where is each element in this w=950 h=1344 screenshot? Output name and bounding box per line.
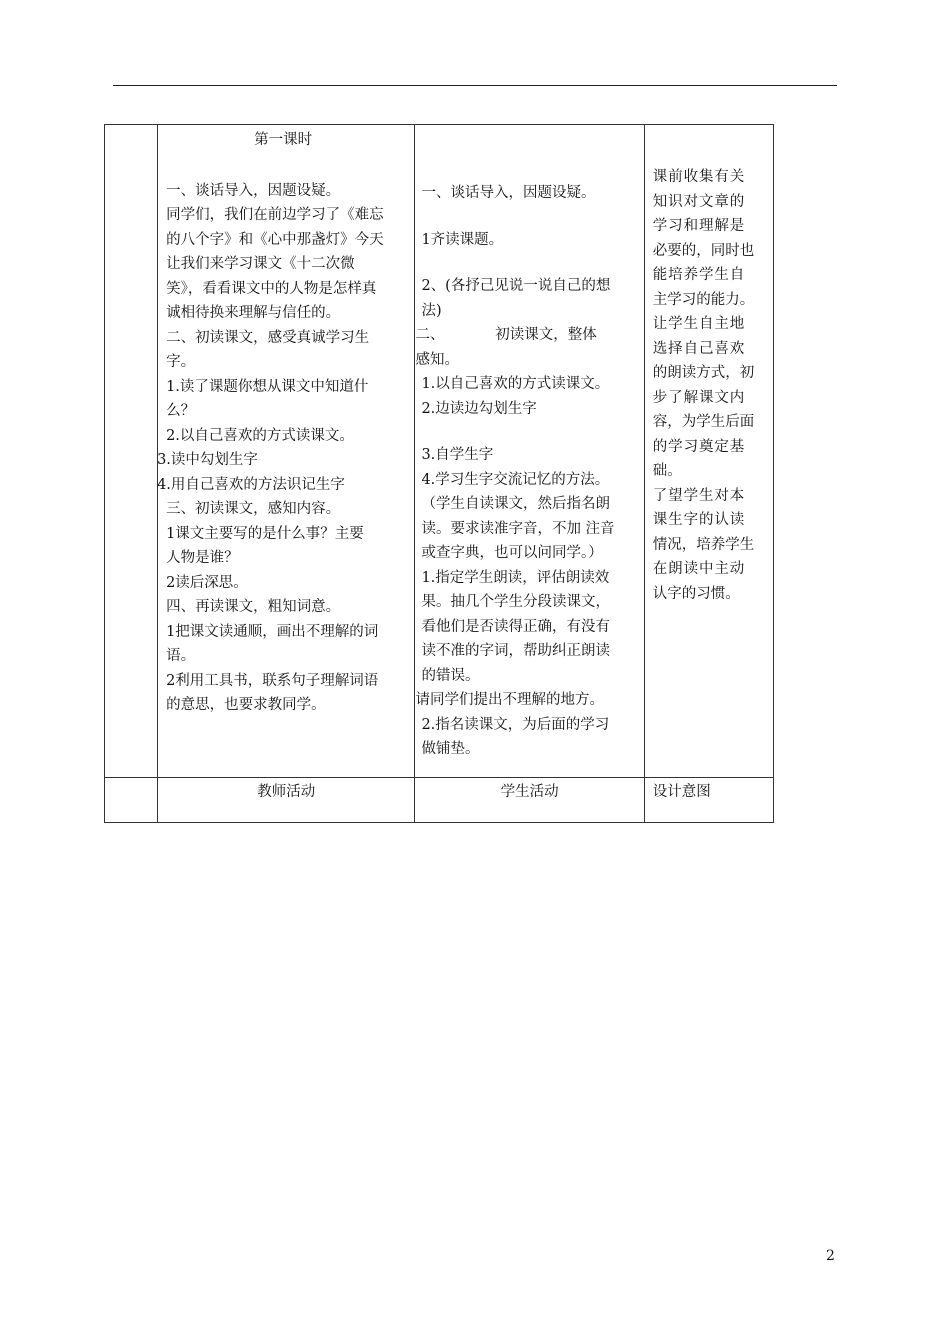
teacher-activity-cell bbox=[158, 125, 415, 778]
teacher-activity-header: 教师活动 bbox=[257, 784, 316, 800]
student-line: 看他们是否读得正确，有没有 bbox=[421, 618, 610, 635]
teacher-line: 四、再读课文，粗知词意。 bbox=[166, 599, 341, 615]
teacher-line: 1把课文读通顺，画出不理解的词 bbox=[166, 623, 379, 640]
teacher-line: 2读后深思。 bbox=[166, 574, 248, 591]
student-line: 1.指定学生朗读，评估朗读效 bbox=[421, 569, 610, 586]
teacher-line: 笑》，看看课文中的人物是怎样真 bbox=[166, 280, 377, 297]
blank-header-cell bbox=[105, 778, 158, 823]
student-line: 2、(各抒己见说一说自己的想 bbox=[421, 278, 611, 294]
teacher-line: 同学们，我们在前边学习了《难忘 bbox=[166, 207, 384, 223]
student-line: 1齐读课题。 bbox=[421, 231, 504, 248]
design-line: 知识对文章的 bbox=[652, 193, 746, 210]
design-line: 在朗读中主动 bbox=[652, 561, 746, 577]
student-line: （学生自读课文，然后指名朗 bbox=[421, 496, 610, 512]
teacher-line: 2.以自己喜欢的方式读课文。 bbox=[166, 427, 354, 444]
teacher-line: 二、初读课文，感受真诚学习生 bbox=[166, 329, 370, 346]
design-line: 础。 bbox=[652, 463, 682, 479]
design-line: 必要的，同时也 bbox=[652, 242, 755, 259]
teacher-line: 诚相待换来理解与信任的。 bbox=[166, 305, 341, 321]
student-line: 3.自学生字 bbox=[421, 447, 494, 463]
header-rule bbox=[113, 85, 837, 86]
student-line: 请同学们提出不理解的地方。 bbox=[415, 692, 604, 708]
design-line: 的学习奠定基 bbox=[652, 438, 746, 455]
design-line: 能培养学生自 bbox=[652, 267, 746, 283]
student-line: 2.边读边勾划生字 bbox=[421, 400, 537, 417]
session-title: 第一课时 bbox=[254, 132, 313, 148]
student-line: 读。要求读准字音，不加 注音 bbox=[421, 520, 615, 537]
teacher-line: 的八个字》和《心中那盏灯》今天 bbox=[166, 231, 384, 248]
student-line: 感知。 bbox=[415, 351, 459, 368]
student-line: 果。抽几个学生分段读课文， bbox=[421, 594, 610, 610]
student-activity-header: 学生活动 bbox=[500, 784, 559, 800]
design-line: 课生字的认读 bbox=[652, 512, 746, 528]
student-header-cell bbox=[415, 778, 644, 823]
design-line: 步了解课文内 bbox=[652, 389, 746, 406]
teacher-line: 么？ bbox=[166, 403, 196, 419]
student-line: 2.指名读课文，为后面的学习 bbox=[421, 716, 610, 733]
activity-header-row bbox=[105, 778, 774, 823]
design-line: 课前收集有关 bbox=[652, 169, 746, 185]
student-activity-cell bbox=[415, 125, 644, 778]
teacher-line: 人物是谁？ bbox=[166, 550, 239, 566]
teacher-line: 语。 bbox=[166, 648, 196, 664]
student-line: 或查字典，也可以问同学。） bbox=[421, 545, 603, 561]
design-line: 认字的习惯。 bbox=[652, 585, 740, 602]
page-number: 2 bbox=[826, 1248, 835, 1264]
teacher-line: 2利用工具书，联系句子理解词语 bbox=[166, 672, 379, 689]
student-line: 二、 初读课文，整体 bbox=[415, 327, 597, 343]
design-header-cell bbox=[644, 778, 773, 823]
lesson-content-row bbox=[105, 125, 774, 778]
student-line: 做铺垫。 bbox=[421, 741, 480, 757]
student-line: 一、谈话导入，因题设疑。 bbox=[421, 185, 596, 201]
student-line: 1.以自己喜欢的方式读课文。 bbox=[421, 376, 610, 392]
student-line: 的错误。 bbox=[421, 667, 480, 684]
design-line: 了望学生对本 bbox=[652, 487, 746, 504]
design-line: 情况，培养学生 bbox=[652, 536, 755, 553]
student-line: 4.学习生字交流记忆的方法。 bbox=[421, 471, 610, 488]
lesson-plan-table bbox=[104, 124, 774, 823]
design-line: 容，为学生后面 bbox=[652, 414, 755, 430]
blank-label-cell bbox=[105, 125, 158, 778]
design-intent-header: 设计意图 bbox=[652, 784, 711, 800]
teacher-line: 3.读中勾划生字 bbox=[157, 452, 258, 468]
design-intent-cell bbox=[644, 125, 773, 778]
teacher-line: 一、谈话导入，因题设疑。 bbox=[166, 182, 341, 199]
teacher-line: 三、初读课文，感知内容。 bbox=[166, 501, 341, 517]
teacher-line: 的意思，也要求教同学。 bbox=[166, 697, 326, 713]
teacher-header-cell bbox=[158, 778, 415, 823]
student-line: 法) bbox=[421, 302, 442, 319]
teacher-line: 字。 bbox=[166, 354, 196, 370]
design-line: 主学习的能力。 bbox=[652, 291, 755, 308]
design-line: 选择自己喜欢 bbox=[652, 340, 746, 357]
teacher-line: 让我们来学习课文《十二次微 bbox=[166, 256, 355, 272]
teacher-line: 1课文主要写的是什么事？主要 bbox=[166, 525, 364, 542]
student-line: 读不准的字词，帮助纠正朗读 bbox=[421, 643, 610, 659]
design-line: 学习和理解是 bbox=[652, 218, 746, 234]
teacher-line: 4.用自己喜欢的方法识记生字 bbox=[157, 476, 345, 493]
design-line: 让学生自主地 bbox=[652, 316, 746, 332]
design-line: 的朗读方式，初 bbox=[652, 365, 755, 381]
teacher-line: 1.读了课题你想从课文中知道什 bbox=[166, 378, 369, 395]
